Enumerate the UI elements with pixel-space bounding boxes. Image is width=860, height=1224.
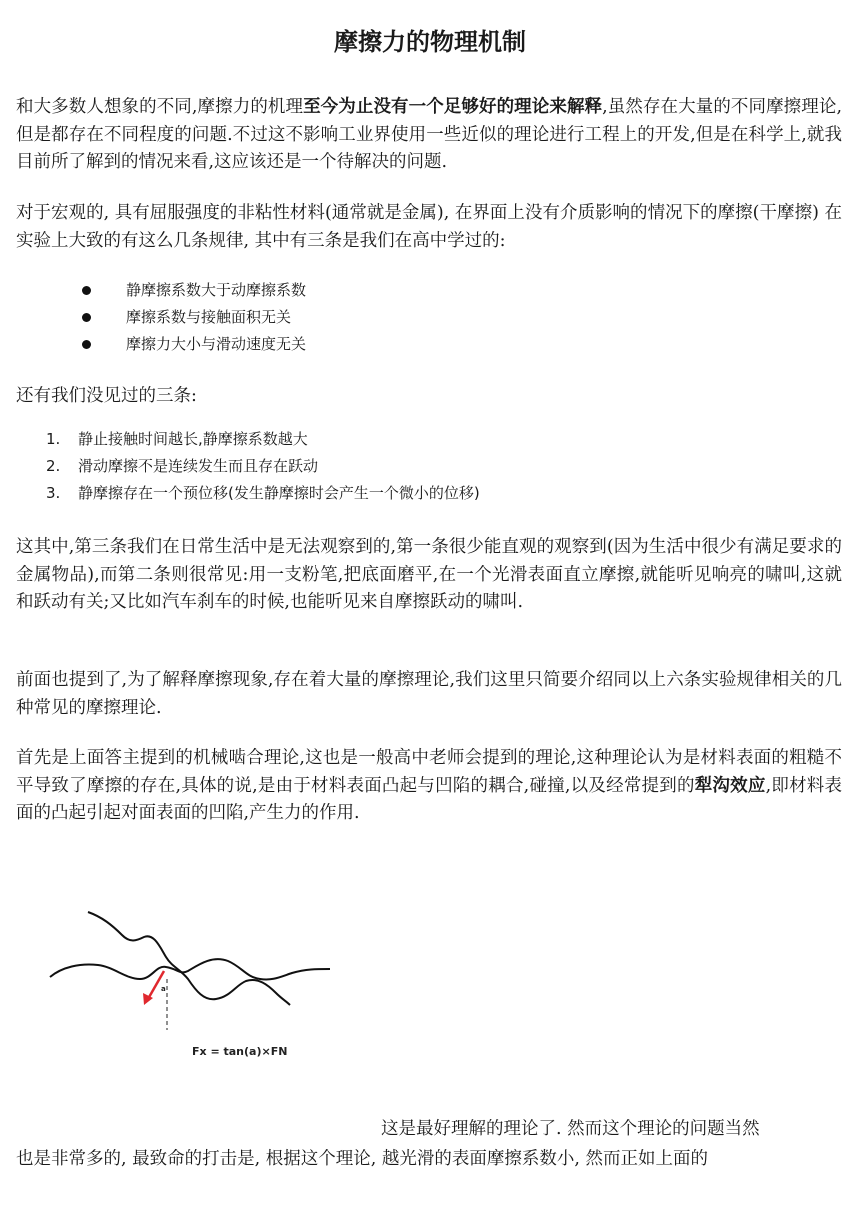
- paragraph-observations: 这其中,第三条我们在日常生活中是无法观察到的,第一条很少能直观的观察到(因为生活中很少有满足要求的金属物品),而第二条则很常见:用一支粉笔,把底面磨平,在一个光滑表面直立摩擦,就能听见响亮的啸叫,这就和跃动有关;又比如汽车刹车的时候,也能听见来自摩擦跃动的啸叫.: [16, 537, 842, 612]
- intro-text-before: 和大多数人想象的不同,摩擦力的机理: [16, 97, 304, 117]
- intro-emphasis: 至今为止没有一个足够好的理论来解释: [303, 97, 603, 117]
- list-item: [78, 277, 306, 304]
- paragraph-mechanical-interlock: [16, 745, 842, 828]
- bullet-icon: [82, 313, 91, 322]
- paragraph-unknown-laws-intro: 还有我们没见过的三条:: [16, 386, 197, 406]
- paragraph-laws-intro: 对于宏观的, 具有屈服强度的非粘性材料(通常就是金属), 在界面上没有介质影响的情况下的摩擦(干摩擦) 在实验上大致的有这么几条规律, 其中有三条是我们在高中学过的:: [16, 203, 842, 251]
- list-item: [78, 331, 306, 358]
- list-item: [46, 426, 480, 453]
- list-item: [46, 453, 480, 480]
- list-item-text: 静摩擦系数大于动摩擦系数: [126, 281, 307, 299]
- intro-text-after: ,虽然存在大量的不同摩擦理论,但是都存在不同程度的问题.不过这不影响工业界使用一些近似的理论进行工程上的开发,但是在科学上,就我目前所了解到的情况来看,这应该还是一个待解决的问题.: [16, 97, 843, 172]
- paragraph-theories-intro: 前面也提到了,为了解释摩擦现象,存在着大量的摩擦理论,我们这里只简要介绍同以上六条实验规律相关的几种常见的摩擦理论.: [16, 670, 842, 718]
- interlock-text-after: ,即材料表面的凸起引起对面表面的凹陷,产生力的作用.: [16, 775, 843, 823]
- bullet-icon: [82, 286, 91, 295]
- list-number: 2.: [46, 457, 61, 475]
- paragraph-continuation-line-2: 也是非常多的, 最致命的打击是, 根据这个理论, 越光滑的表面摩擦系数小, 然而正如上面的: [16, 1149, 708, 1169]
- bullet-list-known-laws: [78, 277, 306, 358]
- numbered-list-unknown-laws: [46, 426, 480, 507]
- bullet-icon: [82, 340, 91, 349]
- surface-asperity-diagram: [40, 895, 340, 1075]
- upper-surface-curve: [88, 912, 290, 1005]
- list-item: [78, 304, 306, 331]
- list-item-text: 摩擦系数与接触面积无关: [126, 308, 292, 326]
- list-item-text: 静摩擦存在一个预位移(发生静摩擦时会产生一个微小的位移): [78, 484, 480, 502]
- list-item-text: 摩擦力大小与滑动速度无关: [126, 335, 307, 353]
- paragraph-intro: [16, 94, 842, 177]
- list-item-text: 静止接触时间越长,静摩擦系数越大: [78, 430, 308, 448]
- angle-label: a: [161, 985, 166, 993]
- list-item: [46, 480, 480, 507]
- list-number: 1.: [46, 430, 61, 448]
- interlock-emphasis: 犁沟效应: [694, 775, 766, 796]
- lower-surface-curve: [50, 959, 330, 979]
- list-number: 3.: [46, 484, 61, 502]
- page-title: 摩擦力的物理机制: [334, 28, 526, 56]
- friction-formula: Fx = tan(a)×FN: [192, 1045, 288, 1058]
- list-item-text: 滑动摩擦不是连续发生而且存在跃动: [78, 457, 319, 475]
- interlock-text-before: 首先是上面答主提到的机械啮合理论,这也是一般高中老师会提到的理论,这种理论认为是材料表面的粗糙不平导致了摩擦的存在,具体的说,是由于材料表面凸起与凹陷的耦合,碰撞,以及经常提到的: [16, 748, 842, 796]
- paragraph-continuation-line-1: 这是最好理解的理论了. 然而这个理论的问题当然: [381, 1119, 760, 1139]
